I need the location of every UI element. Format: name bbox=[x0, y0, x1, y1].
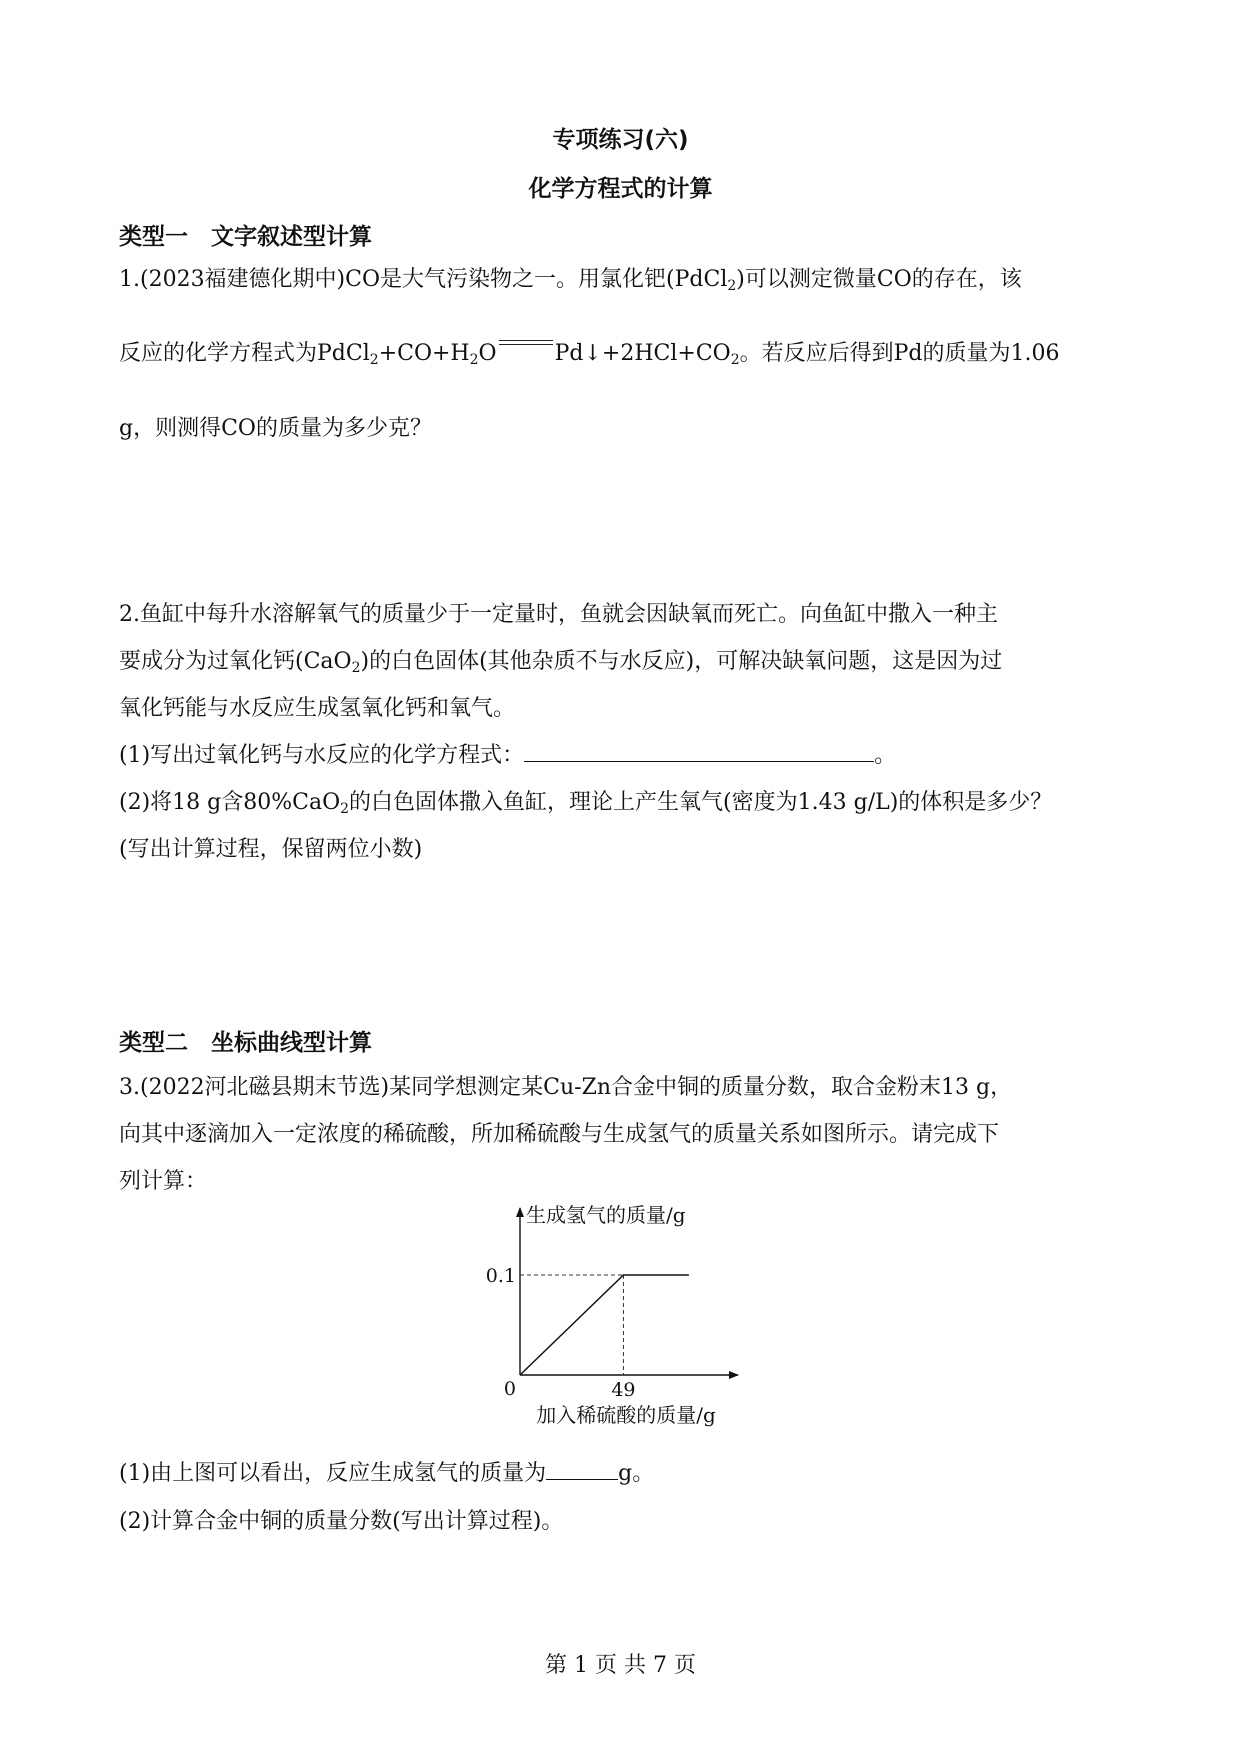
hydrogen-mass-chart bbox=[480, 1200, 760, 1435]
q1-line-1: 1.(2023福建德化期中)CO是大气污染物之一。用氯化钯(PdCl$_2$)可以测定微量CO的存在，该 bbox=[119, 267, 1022, 294]
q2-part-2-line-2: (写出计算过程，保留两位小数) bbox=[119, 837, 423, 862]
origin-label: 0 bbox=[503, 1378, 516, 1400]
q2-line-3: 氧化钙能与水反应生成氢氧化钙和氧气。 bbox=[119, 696, 516, 721]
q2-part-1: (1)写出过氧化钙与水反应的化学方程式： 。 bbox=[119, 743, 897, 768]
x-tick-label: 49 bbox=[611, 1379, 636, 1401]
answer-blank[interactable] bbox=[524, 743, 874, 762]
q3-part-2: (2)计算合金中铜的质量分数(写出计算过程)。 bbox=[119, 1509, 564, 1534]
q1-line-3: g，则测得CO的质量为多少克？ bbox=[119, 416, 432, 441]
section-heading-1: 类型一 文字叙述型计算 bbox=[119, 224, 372, 250]
equation-equals-sign bbox=[499, 340, 553, 348]
page-subtitle: 化学方程式的计算 bbox=[528, 176, 713, 202]
q2-line-2: 要成分为过氧化钙(CaO$_2$)的白色固体(其他杂质不与水反应)，可解决缺氧问题，这是因为过 bbox=[119, 649, 1003, 676]
q3-line-2: 向其中逐滴加入一定浓度的稀硫酸，所加稀硫酸与生成氢气的质量关系如图所示。请完成下 bbox=[119, 1122, 1000, 1147]
x-axis-label: 加入稀硫酸的质量/g bbox=[536, 1403, 716, 1427]
q3-line-3: 列计算： bbox=[119, 1169, 208, 1194]
answer-blank-hydrogen-mass[interactable] bbox=[546, 1461, 618, 1480]
q2-part-2: (2)将18 g含80%CaO$_2$的白色固体撒入鱼缸，理论上产生氧气(密度为1.43 g/L)的体积是多少？ bbox=[119, 790, 1053, 817]
page-footer: 第 1 页 共 7 页 bbox=[545, 1653, 696, 1678]
y-tick-label: 0.1 bbox=[485, 1265, 516, 1287]
page-title: 专项练习(六) bbox=[552, 127, 689, 153]
q3-part-1: (1)由上图可以看出，反应生成氢气的质量为 g。 bbox=[119, 1461, 655, 1486]
q2-line-1: 2.鱼缸中每升水溶解氧气的质量少于一定量时，鱼就会因缺氧而死亡。向鱼缸中撒入一种主 bbox=[119, 602, 998, 627]
series-line bbox=[520, 1275, 689, 1375]
q3-line-1: 3.(2022河北磁县期末节选)某同学想测定某Cu-Zn合金中铜的质量分数，取合金粉末13 g， bbox=[119, 1075, 1013, 1100]
y-axis-label: 生成氢气的质量/g bbox=[526, 1203, 686, 1227]
section-heading-2: 类型二 坐标曲线型计算 bbox=[119, 1030, 372, 1056]
q1-line-2: 反应的化学方程式为$PdCl_2+CO+H_2O$ $Pd↓+2HCl+CO_2$。若反应后得到Pd的质量为1.06 bbox=[119, 341, 1060, 368]
